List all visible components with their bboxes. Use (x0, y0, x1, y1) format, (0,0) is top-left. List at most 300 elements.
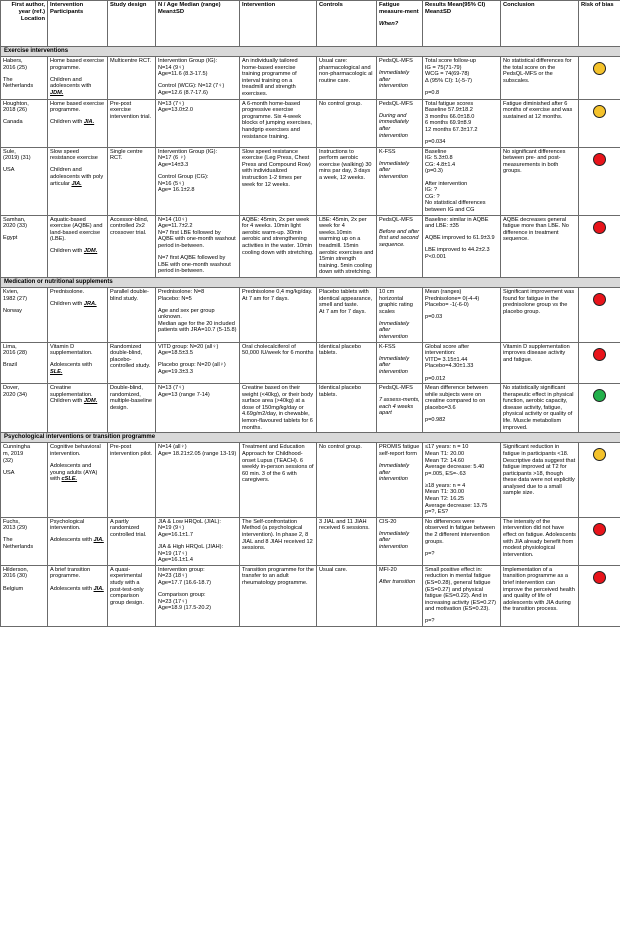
participants-line: Adolescents with JIA. (50, 585, 104, 592)
conclusion-line: Significant improvement was found for fatigue in the prednisolone group vs the placebo group. (503, 288, 575, 315)
n-line: N=14 (all♀) (158, 444, 187, 451)
results-line: Mean T2: 14.60 (425, 457, 465, 464)
cell-n (156, 443, 240, 517)
n-line: Age=17.7 (16.6-18.7) (158, 580, 212, 587)
participants-line: Children with JIA. (50, 119, 95, 126)
results-line: No differences were observed in fatigue between the 2 different intervention groups. (425, 518, 495, 545)
n-line: Placebo group: N=20 (all♀) (158, 362, 226, 369)
conclusion-line: AQBE decreases general fatigue more than LBE. No difference in treatment sequence. (503, 216, 569, 243)
author-line: 2013 (29) (3, 525, 27, 532)
n-line: Age=12.6 (8.7-17.6) (158, 89, 208, 96)
design-line: Double-blind, randomized, multiple-baseline design. (110, 385, 152, 411)
condition-abbrev: cSLE. (61, 476, 78, 483)
fatigue-line: PedsQL-MFS (379, 385, 413, 392)
author-line: Samhan, (3, 216, 26, 223)
controls-line: No control group. (319, 100, 362, 107)
n-line: Control Group (CG): (158, 173, 209, 180)
controls-line: Usual care: pharmacological and non-pharmacologic al routine care. (319, 58, 373, 84)
results-line: Mean T1: 30.00 (425, 489, 465, 496)
results-line: AQBE improved to 61.9±3.9 (425, 235, 495, 242)
cell-participants (48, 215, 108, 277)
cell-risk (579, 384, 620, 433)
table-row (1, 99, 620, 147)
fatigue-when-line: After transition (379, 578, 416, 585)
results-line: P<0.001 (425, 253, 446, 260)
risk-of-bias-yellow-icon (593, 105, 606, 118)
results-line: Baseline 57.9±18.2 (425, 107, 473, 114)
design-line: Pre-post intervention pilot. (110, 444, 153, 457)
n-line: Comparison group: (158, 592, 206, 599)
intervention-line: A 6-month home-based progressive exercise programme. Six 4-week blocks of jumping exercises, handgrip exercises and resistance training. (242, 100, 312, 140)
author-line: Belgium (3, 585, 24, 592)
risk-of-bias-green-icon (593, 389, 606, 402)
participants-line: Prednisolone. (50, 288, 85, 295)
results-line: p=? (425, 618, 435, 625)
section-title: Psychological interventions or transition programme (1, 433, 620, 443)
cell-intervention (240, 57, 317, 100)
fatigue-line: K-FSS (379, 148, 396, 155)
n-line: N=13 (7♀) (158, 385, 185, 392)
participants-line: Creatine supplementation. Children with JDM. (50, 385, 98, 405)
section-title: Medication or nutritional supplements (1, 277, 620, 287)
cell-author (1, 443, 48, 517)
risk-of-bias-red-icon (593, 571, 606, 584)
conclusion-line: No significant differences between pre- and post-measurements in both groups. (503, 148, 566, 175)
results-line: CG: 4.8±1.4 (425, 161, 456, 168)
author-line: m, 2019 (3, 450, 24, 457)
cell-conclusion (501, 565, 579, 626)
results-line: Total fatigue scores (425, 100, 474, 107)
author-line: 2016 (25) (3, 64, 27, 71)
design-line: Single centre RCT. (110, 148, 143, 162)
cell-conclusion (501, 342, 579, 383)
conclusion-line: No statistical differences for the total score on the PedsQL-MFS or the subscales. (503, 58, 572, 84)
risk-of-bias-red-icon (593, 221, 606, 234)
cell-design (108, 342, 156, 383)
header-controls: Controls (317, 1, 377, 47)
results-line: p=0.03 (425, 314, 443, 321)
n-line: Intervention Group (IG): (158, 58, 218, 65)
condition-abbrev: SLE. (50, 368, 63, 375)
cell-design (108, 517, 156, 565)
author-line: The (3, 537, 13, 544)
results-line: Total score follow-up (425, 58, 476, 65)
n-line: N=7 first LBE followed by AQBE with one-month washout period in-between. (158, 229, 236, 249)
cell-participants (48, 384, 108, 433)
cell-controls (317, 384, 377, 433)
author-line: Habers, (3, 58, 23, 65)
results-line: ≥18 years: n = 4 (425, 482, 466, 489)
conclusion-line: The intensity of the intervention did not have effect on fatigue. Adolescents with JIA already benefit from modest physiological intervention. (503, 518, 576, 558)
controls-line: Identical placebo tablets. (319, 343, 361, 357)
n-line: Age=18.9 (17.5-20.2) (158, 605, 212, 612)
cell-conclusion (501, 517, 579, 565)
author-line: 2020 (34) (3, 391, 27, 398)
cell-conclusion (501, 57, 579, 100)
intervention-line: An individually tailored home-based exercise training programme of interval training on a treadmill and strength exercises. (242, 58, 298, 98)
cell-fatigue (377, 342, 423, 383)
cell-intervention (240, 147, 317, 215)
participants-line: Cognitive behavioral intervention. (50, 444, 101, 457)
participants-line: Psychological intervention. (50, 518, 85, 532)
n-line: Age=11.6 (8.3-17.5) (158, 71, 208, 78)
author-line: Kvien, (3, 288, 19, 295)
design-line: Pre-post exercise intervention trial. (110, 100, 152, 120)
author-line: Netherlands (3, 83, 34, 90)
cell-controls (317, 443, 377, 517)
intervention-line: Oral cholecalciferol of 50,000 IU/week for 6 months (242, 343, 314, 357)
results-line: (p=0.3) (425, 168, 443, 175)
cell-n (156, 517, 240, 565)
risk-of-bias-red-icon (593, 293, 606, 306)
author-line: Lima, (3, 343, 17, 350)
condition-abbrev: JIA. (83, 119, 95, 126)
cell-fatigue (377, 99, 423, 147)
risk-of-bias-red-icon (593, 348, 606, 361)
cell-risk (579, 565, 620, 626)
cell-n (156, 565, 240, 626)
fatigue-line: 10 cm horizontal graphic rating scales (379, 288, 413, 315)
cell-intervention (240, 565, 317, 626)
results-line: ≤17 years: n = 10 (425, 444, 469, 451)
table-row (1, 565, 620, 626)
n-line: Prednisolone: N=8 (158, 288, 205, 295)
cell-risk (579, 57, 620, 100)
section-row-medication (1, 277, 620, 287)
results-line: Average decrease: 5.40 (425, 464, 485, 471)
controls-line: Identical placebo tablets. (319, 385, 361, 398)
table-row (1, 57, 620, 100)
cell-participants (48, 443, 108, 517)
fatigue-line: PedsQL-MFS (379, 216, 413, 223)
fatigue-when-line: 7 assess-ments, each 4 weeks apart (379, 397, 420, 417)
cell-author (1, 342, 48, 383)
author-line: Cunningha (3, 444, 31, 451)
cell-design (108, 565, 156, 626)
section-row-psych (1, 433, 620, 443)
author-line: Dover, (3, 385, 20, 392)
header-participants (48, 1, 108, 47)
n-line: Age=13 (range 7-14) (158, 391, 210, 398)
results-line: p=?, ES? (425, 509, 449, 516)
design-line: Randomized double-blind, placebo-controlled study. (110, 343, 151, 370)
results-line: p=? (425, 550, 435, 557)
header-conclusion: Conclusion (501, 1, 579, 47)
condition-abbrev: JDM. (83, 398, 98, 405)
cell-risk (579, 443, 620, 517)
cell-author (1, 565, 48, 626)
results-line: WCG = 74(69-78) (425, 71, 470, 78)
fatigue-when-line: Immediately after intervention (379, 320, 410, 341)
risk-of-bias-yellow-icon (593, 448, 606, 461)
fatigue-line: K-FSS (379, 343, 396, 350)
condition-abbrev: JIA. (93, 585, 104, 592)
header-participants-label: Participants (50, 8, 84, 15)
participants-line: Aquatic-based exercise (AQBE) and land-based exercise (LBE). (50, 216, 103, 243)
fatigue-line: PedsQL-MFS (379, 100, 413, 107)
results-line: Mean T1: 20.00 (425, 450, 465, 457)
n-line: VITD group: N=20 (all♀) (158, 343, 219, 350)
results-line: p=0.8 (425, 89, 440, 96)
cell-participants (48, 565, 108, 626)
cell-participants (48, 99, 108, 147)
cell-conclusion (501, 99, 579, 147)
cell-participants (48, 287, 108, 342)
cell-design (108, 384, 156, 433)
n-line: Age=11.7±2.2 (158, 223, 193, 230)
table-row (1, 443, 620, 517)
results-line: p=0.012 (425, 375, 446, 382)
cell-intervention (240, 517, 317, 565)
results-line: No statistical differences between IG and CG (425, 200, 486, 213)
cell-conclusion (501, 443, 579, 517)
cell-intervention (240, 342, 317, 383)
results-line: 6 months 69.9±8.9 (425, 120, 472, 127)
results-line: IG = 75(71-79) (425, 64, 462, 71)
header-results: Results Mean(95% CI) Mean±SD (423, 1, 501, 47)
condition-abbrev: JIA. (71, 180, 82, 187)
n-line: Age=16.1±1.4 (158, 557, 193, 564)
n-line: N=16 (5♀) (158, 180, 185, 187)
design-line: A partly randomized controlled trial. (110, 518, 147, 538)
n-line: N=14 (9♀) (158, 64, 185, 71)
results-line: CG: ? (425, 193, 440, 200)
condition-abbrev: JIA. (93, 537, 104, 544)
risk-of-bias-yellow-icon (593, 62, 606, 75)
fatigue-line: MFI-20 (379, 566, 397, 573)
cell-risk (579, 99, 620, 147)
author-line: 1982 (27) (3, 295, 27, 302)
controls-line: No control group. (319, 444, 362, 451)
controls-line: Instructions to perform aerobic exercise (walking) 30 mins par day, 3 days a week, 12 weeks. (319, 148, 372, 182)
fatigue-when-line: Immediately after intervention (379, 355, 410, 375)
cell-author (1, 147, 48, 215)
conclusion-line: No statistically significant therapeutic effect in physical function, aerobic capacity, disease activity, fatigue, physical activity or quality of life. Muscle metabolism improved. (503, 385, 574, 431)
header-fatigue (377, 1, 423, 47)
intervention-line: Prednisolone 0,4 mg/kg/day. (242, 288, 313, 295)
fatigue-when-line: Immediately after intervention (379, 463, 410, 483)
participants-line: Slow speed resistance exercise (50, 148, 98, 162)
cell-intervention (240, 443, 317, 517)
n-line: N=23 (17♀) (158, 598, 188, 605)
participants-line: Children and adolescents with JDM. (50, 76, 92, 96)
n-line: N=14 (10♀) (158, 216, 188, 223)
author-line: Houghton, (3, 100, 29, 107)
results-line: Placebo= -1(-6-0) (425, 302, 469, 309)
intervention-line: The Self-confrontation Method (a psychological intervention). In phase 2, 8 JIAL and 8 JIAH received 12 sessions. (242, 518, 313, 552)
results-line: Mean T2: 16.25 (425, 495, 465, 502)
intervention-line: Creatine based on their weight (<40kg), or their body surface area (>40kg) at a dose of 150mg/kg/day or 4.69g/m2/day, in chewable, lemon-flavoured tablets for 6 months. (242, 385, 314, 431)
controls-line: LBE: 45min, 2x per week for 4 weeks.10min warming up on a treadmill. 15min aerobic exercises and 15min strength training. 5min cooling down with stretching. (319, 216, 374, 276)
cell-n (156, 57, 240, 100)
n-line: Age=14±3.3 (158, 161, 189, 168)
cell-results (423, 215, 501, 277)
cell-fatigue (377, 443, 423, 517)
fatigue-when-line: Immediately after intervention (379, 530, 410, 551)
header-fatigue-label: Fatigue measure-ment (379, 2, 419, 15)
n-line: N=19 (17♀) (158, 550, 188, 557)
author-line: Fuchs, (3, 518, 20, 525)
table-row (1, 384, 620, 433)
header-author: First author, year (ref.) Location (1, 1, 48, 47)
n-line: Age=13.0±2.0 (158, 107, 193, 114)
author-line: USA (3, 469, 15, 476)
design-line: Multicentre RCT. (110, 58, 152, 65)
participants-line: Children with JDM. (50, 248, 98, 255)
n-line: N=13 (7♀) (158, 100, 185, 107)
cell-controls (317, 565, 377, 626)
cell-fatigue (377, 215, 423, 277)
n-line: Age= 18.21±2.05 (range 13-19) (158, 450, 237, 457)
condition-abbrev: JDM. (50, 89, 64, 96)
results-line: Mean difference between while subjects were on creatine compared to on placebo=3.6 (425, 385, 488, 411)
n-line: Age and sex per group unknown. (158, 307, 215, 321)
cell-controls (317, 57, 377, 100)
cell-design (108, 287, 156, 342)
cell-controls (317, 287, 377, 342)
n-line: N=7 first AQBE followed by LBE with one-month washout period in-between. (158, 255, 231, 275)
header-design: Study design (108, 1, 156, 47)
cell-results (423, 517, 501, 565)
results-line: 3 months 66.0±18.0 (425, 113, 475, 120)
author-line: Netherlands (3, 544, 34, 551)
n-line: Placebo: N=5 (158, 295, 192, 302)
cell-n (156, 215, 240, 277)
fatigue-when-line: During and immediately after intervention (379, 112, 409, 139)
cell-results (423, 147, 501, 215)
cell-n (156, 147, 240, 215)
cell-conclusion (501, 147, 579, 215)
risk-of-bias-red-icon (593, 153, 606, 166)
participants-line: Adolescents with JIA. (50, 537, 104, 544)
cell-intervention (240, 99, 317, 147)
participants-line: Children with JRA. (50, 301, 97, 308)
n-line: JIA & Low HRQoL (JIAL): (158, 518, 221, 525)
n-line: Median age for the 20 included patients with JRA=10.7 (5-15.8) (158, 320, 237, 334)
cell-n (156, 384, 240, 433)
cell-author (1, 287, 48, 342)
cell-results (423, 287, 501, 342)
results-line: Global score after intervention: (425, 343, 470, 357)
cell-fatigue (377, 287, 423, 342)
cell-intervention (240, 215, 317, 277)
intervention-line: At 7 am for 7 days. (242, 295, 289, 302)
cell-fatigue (377, 517, 423, 565)
cell-design (108, 215, 156, 277)
cell-results (423, 342, 501, 383)
cell-design (108, 147, 156, 215)
header-risk: Risk of bias (579, 1, 620, 47)
participants-line: Vitamin D supplementation. (50, 343, 93, 357)
author-line: The (3, 76, 13, 83)
cell-n (156, 342, 240, 383)
cell-conclusion (501, 215, 579, 277)
intervention-line: Treatment and Education Approach for Childhood-onset Lupus (TEACH). 6 weekly in-person sessions of 60 min. 3 of the 6 with caregivers. (242, 444, 314, 484)
fatigue-line: PedsQL-MFS (379, 58, 413, 65)
cell-participants (48, 57, 108, 100)
author-line: 2020 (33) (3, 223, 27, 230)
results-line: Mean (ranges) (425, 288, 462, 295)
author-line: 2016 (28) (3, 350, 27, 357)
author-line: USA (3, 167, 15, 174)
fatigue-line: CIS-20 (379, 518, 397, 525)
results-line: Average decrease: 13.75 (425, 502, 488, 509)
participants-line: Home based exercise programme. (50, 58, 105, 71)
header-row (1, 1, 620, 47)
conclusion-line: Implementation of a transition programme as a brief intervention can improve the perceived health and quality of life of adolescents with JIA during the transition process. (503, 566, 575, 613)
design-line: A quasi-experimental study with a post-test-only comparison group design. (110, 566, 144, 606)
n-line: N=17 (6 ♀) (158, 155, 186, 162)
results-line: Placebo=4.30±1.33 (425, 363, 474, 370)
cell-controls (317, 215, 377, 277)
author-line: (2019) (31) (3, 155, 31, 162)
author-line: 2018 (26) (3, 107, 27, 114)
participants-line: Adolescents and young adults (AYA) with cSLE. (50, 463, 98, 483)
table-row (1, 147, 620, 215)
cell-author (1, 215, 48, 277)
cell-risk (579, 147, 620, 215)
cell-results (423, 384, 501, 433)
controls-line: Usual care. (319, 566, 348, 573)
table-row (1, 342, 620, 383)
results-line: p=.005, ES=-.63 (425, 470, 466, 477)
conclusion-line: Vitamin D supplementation improves disease activity and fatigue. (503, 343, 570, 363)
design-line: Accessor-blind, controlled 2x2 crossover trial. (110, 216, 149, 236)
cell-intervention (240, 287, 317, 342)
table-body (1, 47, 620, 627)
n-line: JIA & High HRQoL (JIAH): (158, 544, 224, 551)
header-intervention: Intervention (50, 2, 84, 8)
participants-line: Adolescents with SLE. (50, 362, 92, 375)
results-line: VITD= 3.15±1.44 (425, 356, 468, 363)
cell-intervention (240, 384, 317, 433)
section-row-exercise (1, 47, 620, 57)
cell-participants (48, 147, 108, 215)
intervention-line: Slow speed resistance exercise (Leg Press, Chest Press and Compound Row) with individualized instruction 1-2 times per week for 12 weeks. (242, 148, 311, 188)
cell-controls (317, 517, 377, 565)
cell-risk (579, 517, 620, 565)
results-line: After intervention (425, 180, 468, 187)
table-row (1, 517, 620, 565)
n-line: Age=18.5±3.5 (158, 350, 193, 357)
author-line: Egypt (3, 235, 18, 242)
conclusion-line: Significant reduction in fatigue in participants <18. Descriptive data suggest that fatigue improved at T2 for participants >18, though these data were not explicitly analysed due to a small sample size. (503, 444, 576, 497)
cell-results (423, 99, 501, 147)
author-line: Hilderson, (3, 566, 29, 573)
cell-conclusion (501, 287, 579, 342)
cell-controls (317, 342, 377, 383)
results-line: Δ (95% CI): 1(-5-7) (425, 77, 472, 84)
results-line: p=0.982 (425, 416, 446, 423)
controls-line: Placebo tablets with identical appearance, smell and taste. (319, 288, 373, 309)
fatigue-line: PROMIS fatigue self-report form (379, 444, 420, 457)
participants-line: Home based exercise programme. (50, 100, 105, 114)
results-line: Baseline (425, 148, 447, 155)
cell-participants (48, 517, 108, 565)
cell-author (1, 99, 48, 147)
cell-risk (579, 215, 620, 277)
n-line: Age= 16.1±2.8 (158, 187, 195, 194)
cell-participants (48, 342, 108, 383)
author-line: Canada (3, 119, 23, 126)
results-line: Baseline: similar in AQBE and LBE: ±35 (425, 216, 489, 230)
cell-results (423, 57, 501, 100)
n-line: Control (WCG): N=12 (7♀) (158, 83, 225, 90)
cell-fatigue (377, 384, 423, 433)
design-line: Parallel double-blind study. (110, 288, 149, 302)
fatigue-when-line: Before and after first and second sequence. (379, 228, 420, 248)
controls-line: 3 JIAL and 11 JIAH received 6 sessions. (319, 518, 370, 532)
